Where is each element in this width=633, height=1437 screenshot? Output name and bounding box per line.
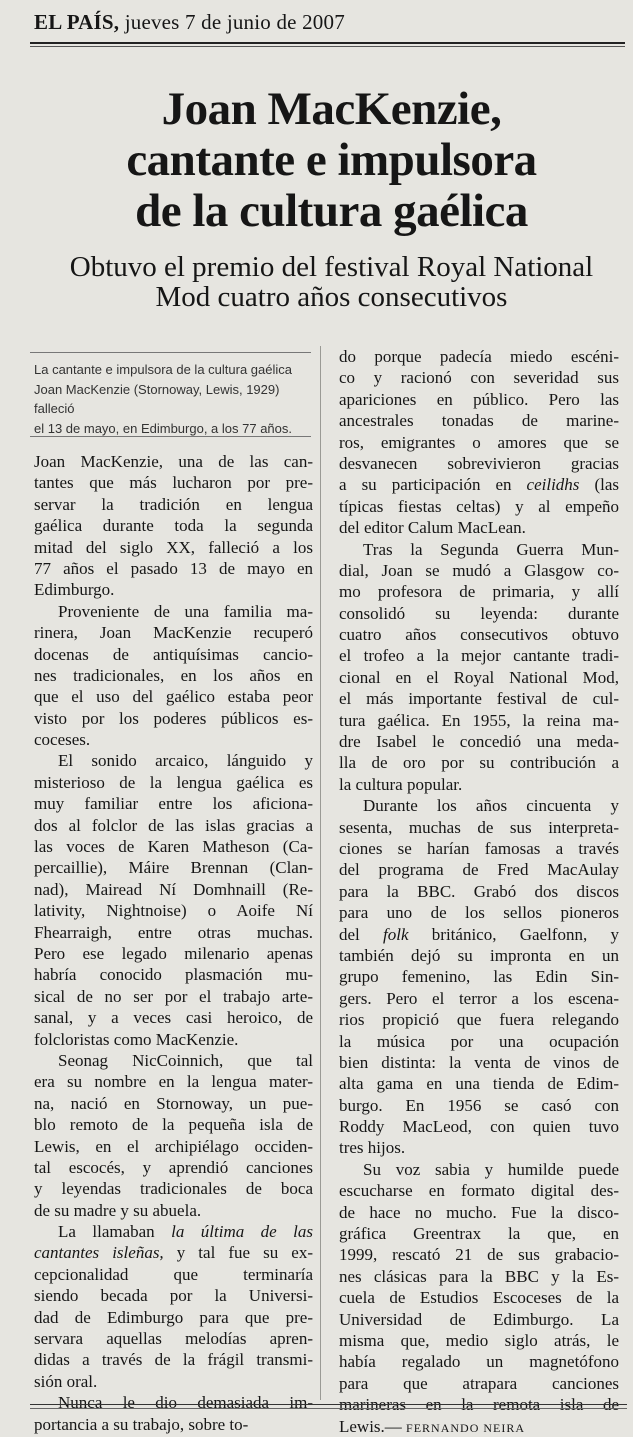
article-line: sanal, y a veces casi heroico, de bbox=[34, 1008, 313, 1028]
article-line: Tras la Segunda Guerra Mun- bbox=[363, 539, 619, 559]
article-line: y leyendas tradicionales de boca bbox=[34, 1179, 313, 1199]
article-line: las voces de Karen Matheson (Ca- bbox=[34, 837, 313, 857]
article-line: tres hijos. bbox=[339, 1138, 406, 1158]
caption-line: La cantante e impulsora de la cultura gaélica bbox=[34, 362, 292, 377]
article-line: cuatro años consecutivos obtuvo bbox=[339, 625, 619, 645]
article-line: habría conocido plasmación mu- bbox=[34, 965, 313, 985]
article-line: del programa de Fred MacAulay bbox=[339, 860, 619, 880]
article-line: escucharse en formato digital des- bbox=[339, 1181, 619, 1201]
article-line: muy familiar entre los aficiona- bbox=[34, 794, 313, 814]
article-line: Nunca le dio demasiada im- bbox=[58, 1393, 313, 1413]
article-line: dial, Joan se mudó a Glasgow co- bbox=[339, 560, 619, 580]
article-line: El sonido arcaico, lánguido y bbox=[58, 751, 313, 771]
article-line: apariciones en público. Pero las bbox=[339, 389, 619, 409]
article-line: rinera, Joan MacKenzie recuperó bbox=[34, 623, 313, 643]
article-line: Proveniente de una familia ma- bbox=[58, 601, 313, 621]
article-line: cantantes isleñas, y tal fue su ex- bbox=[34, 1243, 313, 1263]
italic-term: ceilidhs bbox=[526, 475, 580, 495]
caption-top-rule bbox=[30, 352, 311, 353]
article-line: ciones se harían famosas a través bbox=[339, 838, 619, 858]
author-signature: FERNANDO NEIRA bbox=[406, 1420, 526, 1435]
article-line: servar la tradición en lengua bbox=[34, 494, 313, 514]
article-line: Su voz sabia y humilde puede bbox=[363, 1159, 619, 1179]
article-line: para uno de los sellos pioneros bbox=[339, 903, 619, 923]
article-line: lla de oro por su contribución a bbox=[339, 753, 619, 773]
article-line: bien distinta: la venta de vinos de bbox=[339, 1052, 619, 1072]
italic-term: cantantes isleñas, bbox=[34, 1243, 164, 1263]
article-line: cional en el Royal National Mod, bbox=[339, 667, 619, 687]
article-line: gaélica durante toda la segunda bbox=[34, 516, 313, 536]
article-line: Edimburgo. bbox=[34, 580, 115, 600]
article-line: Universidad de Edimburgo. La bbox=[339, 1309, 619, 1329]
article-line: ros, emigrantes o amores que se bbox=[339, 432, 619, 452]
article-line: consolidó su leyenda: durante bbox=[339, 603, 619, 623]
article-line: el más importante festival de cul- bbox=[339, 689, 619, 709]
article-line: desvanecen sobrevivieron gracias bbox=[339, 453, 619, 473]
bottom-rule-thin bbox=[30, 1408, 627, 1409]
article-line: mitad del siglo XX, falleció a los bbox=[34, 537, 313, 557]
article-line: La llamaban la última de las bbox=[58, 1222, 313, 1242]
article-line: rios propició que fuera relegando bbox=[339, 1010, 619, 1030]
article-line: nes clásicas para la BBC y la Es- bbox=[339, 1266, 619, 1286]
article-line: misma que, medio siglo atrás, le bbox=[339, 1330, 619, 1350]
article-line: a su participación en ceilidhs (las bbox=[339, 475, 619, 495]
article-line: docenas de antiquísimas cancio- bbox=[34, 644, 313, 664]
article-line: do porque padecía miedo escéni- bbox=[339, 347, 619, 366]
caption-bottom-rule bbox=[30, 436, 311, 437]
article-line: cepcionalidad que terminaría bbox=[34, 1264, 313, 1284]
article-column-left bbox=[34, 451, 313, 1435]
article-column-right bbox=[339, 346, 619, 1437]
article-line: nad), Mairead Ní Domhnaill (Re- bbox=[34, 879, 313, 899]
article-line: co y racionó con severidad sus bbox=[339, 368, 619, 388]
headline-line: de la cultura gaélica bbox=[135, 185, 528, 237]
italic-term: folk bbox=[383, 924, 409, 944]
article-line: dos al folclor de las islas gracias a bbox=[34, 815, 313, 835]
article-line: Joan MacKenzie, una de las can- bbox=[34, 452, 313, 471]
article-line: tantes que más lucharon por pre- bbox=[34, 473, 313, 493]
top-rule bbox=[30, 42, 625, 44]
article-line: didas a través de la frágil transmi- bbox=[34, 1350, 313, 1370]
article-line: la cultura popular. bbox=[339, 774, 463, 794]
article-line: alta gama en una tienda de Edim- bbox=[339, 1074, 619, 1094]
article-line: tal escocés, y aprendió canciones bbox=[34, 1157, 313, 1177]
article-line: 1999, rescató 21 de sus grabacio- bbox=[339, 1245, 619, 1265]
article-line: servara aquellas melodías apren- bbox=[34, 1329, 313, 1349]
article-line: burgo. En 1956 se casó con bbox=[339, 1095, 619, 1115]
article-line: Lewis.— FERNANDO NEIRA bbox=[339, 1416, 526, 1436]
article-line: sión oral. bbox=[34, 1371, 98, 1391]
article-line: nes tradicionales, en los años en bbox=[34, 665, 313, 685]
article-line: había regalado un magnetófono bbox=[339, 1352, 619, 1372]
article-line: tura gaélica. En 1955, la reina ma- bbox=[339, 710, 619, 730]
article-line: dad de Edimburgo para que pre- bbox=[34, 1307, 313, 1327]
article-line: mo profesora de primaria, y allí bbox=[339, 582, 619, 602]
article-line: marineras en la remota isla de bbox=[339, 1395, 619, 1415]
article-line: misterioso de la lengua gaélica es bbox=[34, 772, 313, 792]
article-line: grupo femenino, las Edin Sin- bbox=[339, 967, 619, 987]
caption-line: el 13 de mayo, en Edimburgo, a los 77 años. bbox=[34, 420, 292, 436]
article-line: lativity, Nightnoise) o Aoife Ní bbox=[34, 901, 313, 921]
article-line: del folk británico, Gaelfonn, y bbox=[339, 924, 619, 944]
article-line: gráfica Greentrax la que, en bbox=[339, 1224, 619, 1244]
article-line: dre Isabel le concedió una meda- bbox=[339, 732, 619, 752]
bottom-rule bbox=[30, 1404, 627, 1405]
article-line: blo remoto de la pequeña isla de bbox=[34, 1115, 313, 1135]
subheadline-line: Obtuvo el premio del festival Royal National bbox=[69, 251, 594, 283]
headline-line: cantante e impulsora bbox=[126, 134, 537, 186]
article-line: era su nombre en la lengua mater- bbox=[34, 1072, 313, 1092]
article-line: también dejó su impronta en un bbox=[339, 945, 619, 965]
article-line: Roddy MacLeod, con quien tuvo bbox=[339, 1117, 619, 1137]
article-line: siendo becada por la Universi- bbox=[34, 1286, 313, 1306]
article-line: cuela de Estudios Escoceses de la bbox=[339, 1288, 619, 1308]
article-line: Durante los años cincuenta y bbox=[363, 796, 619, 816]
article-line: 77 años el pasado 13 de mayo en bbox=[34, 558, 313, 578]
article-line: para la BBC. Grabó dos discos bbox=[339, 881, 619, 901]
publication-date: jueves 7 de junio de 2007 bbox=[124, 10, 345, 34]
caption-line: Joan MacKenzie (Stornoway, Lewis, 1929) falleció bbox=[34, 381, 280, 416]
article-line: para que atrapara canciones bbox=[339, 1373, 619, 1393]
publication-name: EL PAÍS, bbox=[34, 10, 120, 34]
photo-caption bbox=[34, 360, 314, 438]
article-line: visto por los poderes públicos es- bbox=[34, 708, 313, 728]
subheadline-line: Mod cuatro años consecutivos bbox=[155, 281, 508, 313]
article-line: sesenta, muchas de sus interpreta- bbox=[339, 817, 619, 837]
article-line: percaillie), Máire Brennan (Clan- bbox=[34, 858, 313, 878]
article-line: el trofeo a la mejor cantante tradi- bbox=[339, 646, 619, 666]
subheadline bbox=[30, 252, 633, 312]
masthead bbox=[34, 10, 345, 35]
article-line: del editor Calum MacLean. bbox=[339, 518, 526, 538]
article-line: gers. Pero el terror a los escena- bbox=[339, 988, 619, 1008]
article-line: na, nació en Stornoway, un pue- bbox=[34, 1093, 313, 1113]
article-line: coceses. bbox=[34, 730, 91, 750]
headline bbox=[30, 84, 633, 237]
top-rule-thin bbox=[30, 46, 625, 47]
article-line: portancia a su trabajo, sobre to- bbox=[34, 1414, 249, 1434]
headline-line: Joan MacKenzie, bbox=[161, 83, 502, 135]
article-line: Pero ese legado milenario apenas bbox=[34, 943, 313, 963]
article-line: típicas fiestas celtas) y al empeño bbox=[339, 496, 619, 516]
article-line: de su madre y su abuela. bbox=[34, 1200, 202, 1220]
article-line: Fhearraigh, entre otras muchas. bbox=[34, 922, 313, 942]
italic-term: la última de las bbox=[171, 1222, 313, 1242]
article-line: que el uso del gaélico estaba peor bbox=[34, 687, 313, 707]
column-divider bbox=[320, 346, 321, 1400]
article-line: folcloristas como MacKenzie. bbox=[34, 1029, 239, 1049]
article-line: Seonag NicCoinnich, que tal bbox=[58, 1050, 313, 1070]
article-line: de hace no mucho. Fue la disco- bbox=[339, 1202, 619, 1222]
article-line: sical de no ser por el trabajo arte- bbox=[34, 986, 313, 1006]
article-line: ancestrales tonadas de marine- bbox=[339, 411, 619, 431]
article-line: Lewis, en el archipiélago occiden- bbox=[34, 1136, 313, 1156]
article-line: la música por una ocupación bbox=[339, 1031, 619, 1051]
